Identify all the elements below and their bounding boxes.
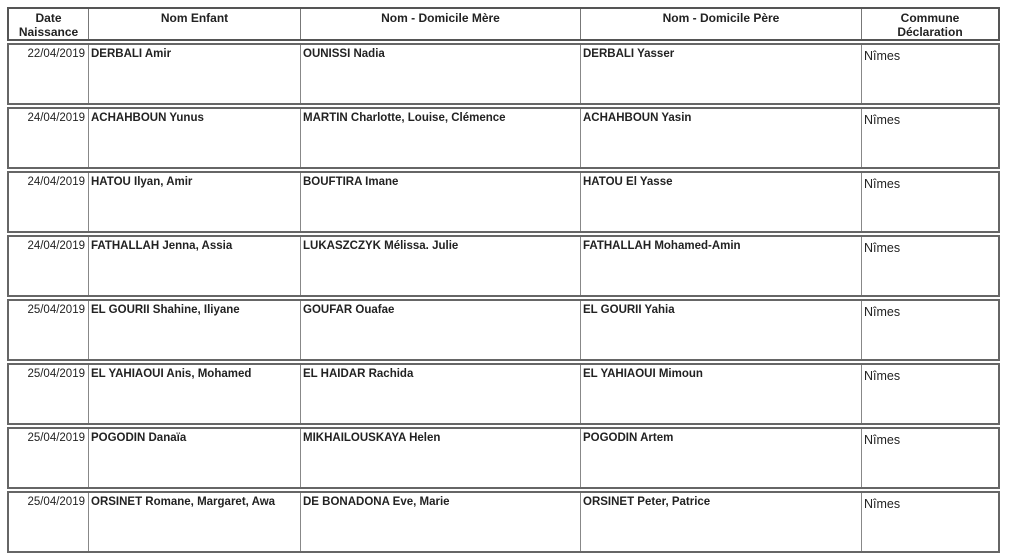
cell-date: 24/04/2019: [9, 109, 89, 167]
header-date-naissance: [9, 9, 89, 39]
cell-mere: GOUFAR Ouafae: [301, 301, 581, 359]
table-row: [7, 491, 1000, 553]
table-row: [7, 43, 1000, 105]
cell-commune: Nîmes: [864, 305, 901, 319]
cell-pere: HATOU El Yasse: [581, 173, 862, 231]
cell-mere: LUKASZCZYK Mélissa. Julie: [301, 237, 581, 295]
cell-mere: MIKHAILOUSKAYA Helen: [301, 429, 581, 487]
header-date-label: Date Naissance: [18, 11, 79, 39]
cell-date: 24/04/2019: [9, 237, 89, 295]
cell-pere: FATHALLAH Mohamed-Amin: [581, 237, 862, 295]
cell-date: 25/04/2019: [9, 365, 89, 423]
cell-pere: ACHAHBOUN Yasin: [581, 109, 862, 167]
table-row: [7, 363, 1000, 425]
cell-pere: EL GOURII Yahia: [581, 301, 862, 359]
cell-pere: POGODIN Artem: [581, 429, 862, 487]
cell-enfant: EL YAHIAOUI Anis, Mohamed: [89, 365, 301, 423]
cell-pere: ORSINET Peter, Patrice: [581, 493, 862, 551]
cell-enfant: POGODIN Danaïa: [89, 429, 301, 487]
cell-enfant: FATHALLAH Jenna, Assia: [89, 237, 301, 295]
header-commune-declaration: [862, 9, 998, 39]
cell-mere: DE BONADONA Eve, Marie: [301, 493, 581, 551]
header-commune-label: Commune Déclaration: [897, 11, 963, 39]
cell-enfant: HATOU Ilyan, Amir: [89, 173, 301, 231]
header-nom-enfant: [89, 9, 301, 39]
cell-enfant: ORSINET Romane, Margaret, Awa: [89, 493, 301, 551]
cell-commune: Nîmes: [864, 49, 901, 63]
cell-pere: EL YAHIAOUI Mimoun: [581, 365, 862, 423]
cell-date: 24/04/2019: [9, 173, 89, 231]
header-nom-domicile-pere: [581, 9, 862, 39]
cell-commune: Nîmes: [864, 177, 901, 191]
cell-mere: MARTIN Charlotte, Louise, Clémence: [301, 109, 581, 167]
header-pere-label: Nom - Domicile Père: [662, 11, 780, 25]
header-nom-domicile-mere: [301, 9, 581, 39]
table-row: [7, 235, 1000, 297]
header-mere-label: Nom - Domicile Mère: [381, 11, 500, 25]
table-row: [7, 299, 1000, 361]
cell-commune: Nîmes: [864, 497, 901, 511]
cell-enfant: ACHAHBOUN Yunus: [89, 109, 301, 167]
cell-date: 25/04/2019: [9, 301, 89, 359]
cell-mere: BOUFTIRA Imane: [301, 173, 581, 231]
table-row: [7, 107, 1000, 169]
cell-date: 25/04/2019: [9, 429, 89, 487]
cell-commune: Nîmes: [864, 241, 901, 255]
header-enfant-label: Nom Enfant: [160, 11, 229, 25]
cell-date: 22/04/2019: [9, 45, 89, 103]
cell-commune: Nîmes: [864, 433, 901, 447]
cell-enfant: EL GOURII Shahine, Iliyane: [89, 301, 301, 359]
table-row: [7, 171, 1000, 233]
cell-commune: Nîmes: [864, 369, 901, 383]
cell-commune: Nîmes: [864, 113, 901, 127]
birth-register-table: [7, 7, 1000, 553]
cell-pere: DERBALI Yasser: [581, 45, 862, 103]
cell-enfant: DERBALI Amir: [89, 45, 301, 103]
cell-date: 25/04/2019: [9, 493, 89, 551]
table-row: [7, 427, 1000, 489]
table-header: [7, 7, 1000, 41]
cell-mere: EL HAIDAR Rachida: [301, 365, 581, 423]
cell-mere: OUNISSI Nadia: [301, 45, 581, 103]
